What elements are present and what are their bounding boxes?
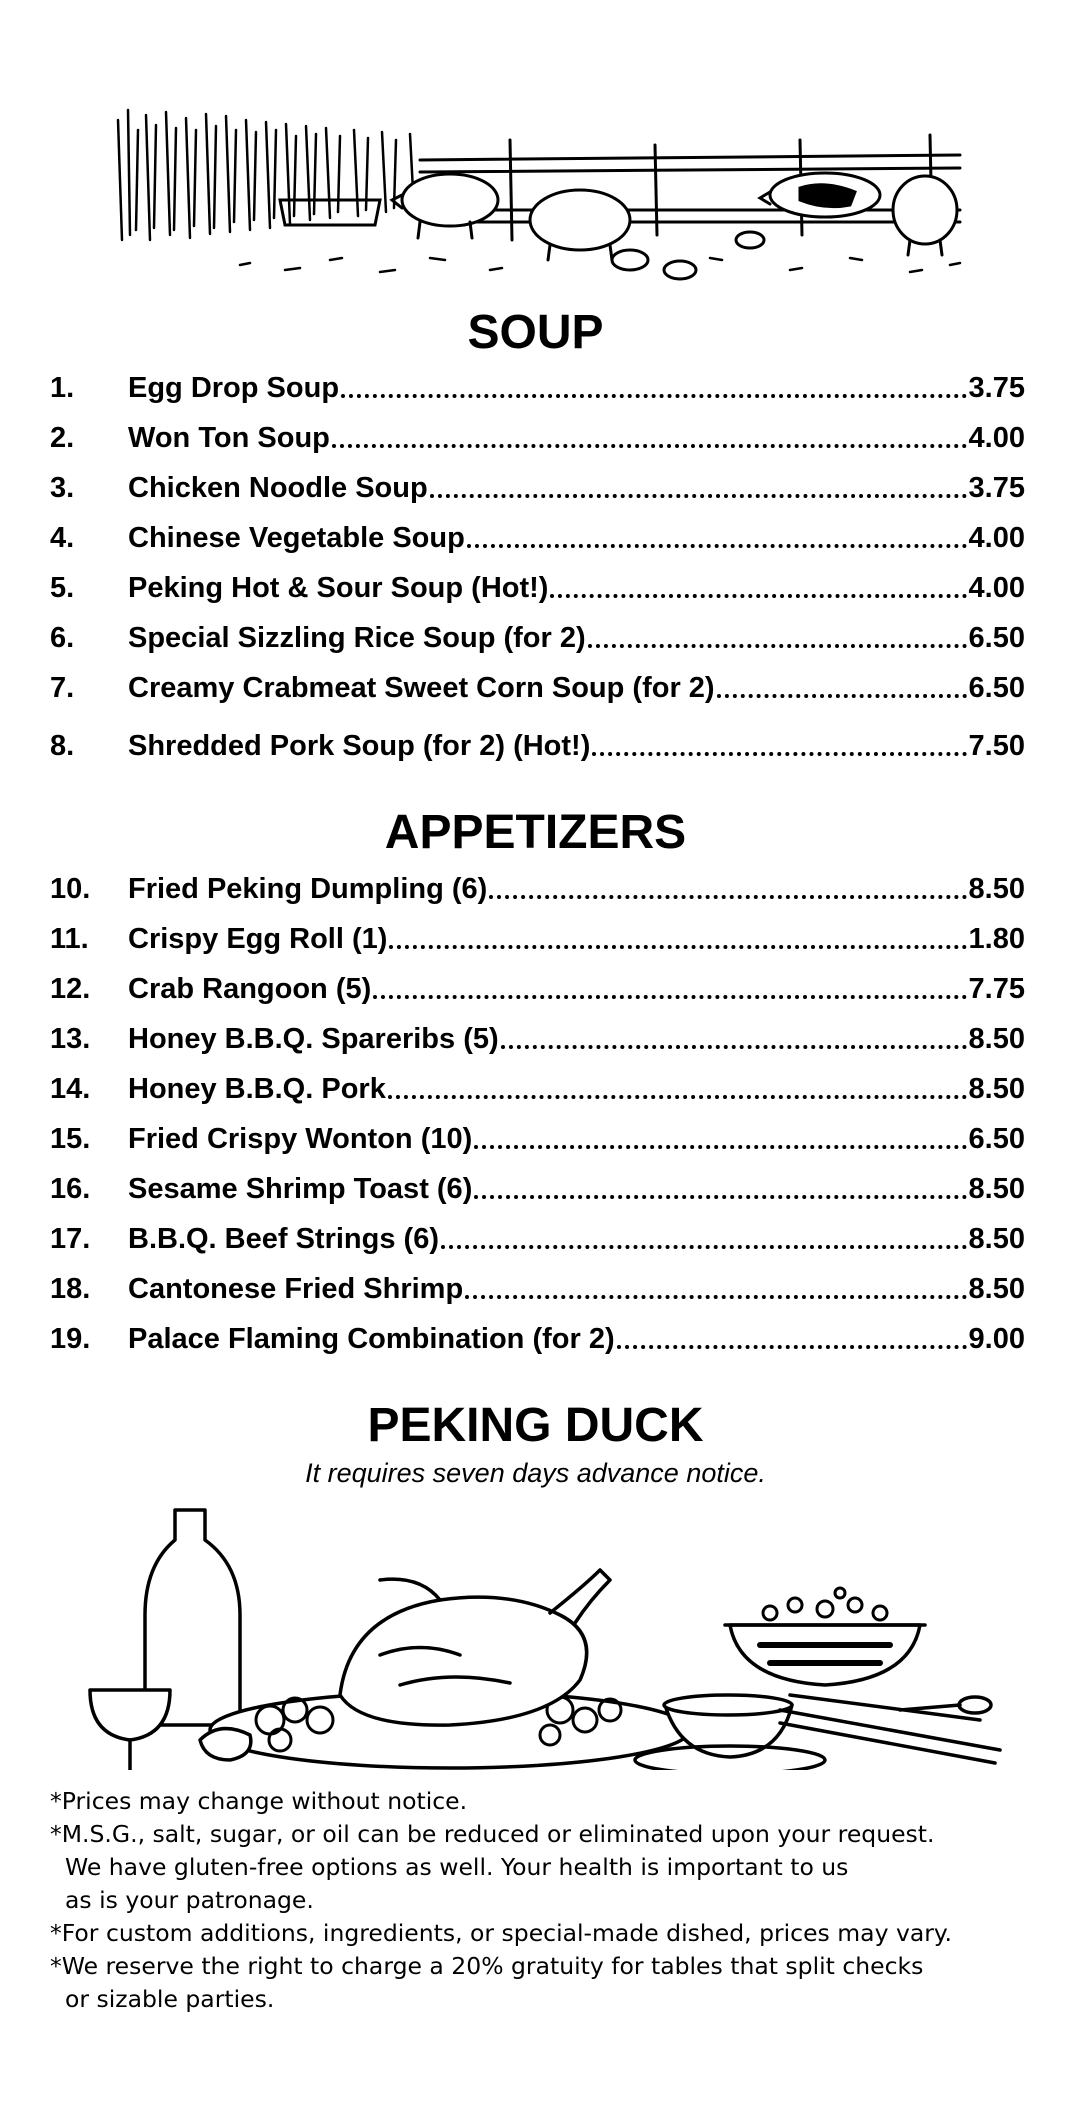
dot-leader	[489, 895, 966, 899]
menu-item	[50, 969, 1025, 1009]
item-price: 4.00	[968, 522, 1025, 554]
item-name: Egg Drop Soup	[128, 372, 340, 404]
menu-item	[50, 468, 1025, 508]
farm-pigs-illustration	[110, 100, 970, 290]
dot-leader	[388, 1095, 967, 1099]
item-number: 1.	[50, 372, 75, 404]
item-number: 10.	[50, 873, 91, 905]
menu-item	[50, 726, 1025, 766]
peking-duck-feast-illustration	[80, 1505, 1010, 1770]
item-number: 8.	[50, 730, 75, 762]
item-number: 17.	[50, 1223, 91, 1255]
dot-leader	[617, 1345, 967, 1349]
item-price: 8.50	[968, 1273, 1025, 1305]
item-name: Fried Crispy Wonton (10)	[128, 1123, 473, 1155]
item-name: Honey B.B.Q. Pork	[128, 1073, 386, 1105]
item-name: Chicken Noodle Soup	[128, 472, 428, 504]
item-price: 1.80	[968, 923, 1025, 955]
item-number: 4.	[50, 522, 75, 554]
dot-leader	[467, 544, 967, 548]
item-price: 6.50	[968, 622, 1025, 654]
note-gluten-free: We have gluten-free options as well. Your health is important to us	[65, 1853, 849, 1881]
menu-item	[50, 1269, 1025, 1309]
menu-item	[50, 869, 1025, 909]
item-price: 8.50	[968, 1023, 1025, 1055]
note-gratuity: *We reserve the right to charge a 20% gratuity for tables that split checks	[50, 1952, 924, 1980]
menu-item	[50, 919, 1025, 959]
item-price: 8.50	[968, 1173, 1025, 1205]
dot-leader	[592, 752, 966, 756]
item-number: 11.	[50, 923, 89, 955]
item-name: Won Ton Soup	[128, 422, 330, 454]
menu-item	[50, 668, 1025, 708]
menu-item	[50, 1219, 1025, 1259]
menu-item	[50, 1319, 1025, 1359]
item-name: Chinese Vegetable Soup	[128, 522, 465, 554]
note-patronage: as is your patronage.	[65, 1886, 314, 1914]
menu-item	[50, 1169, 1025, 1209]
menu-item	[50, 1019, 1025, 1059]
peking-duck-notice: It requires seven days advance notice.	[305, 1458, 766, 1488]
item-price: 3.75	[968, 372, 1025, 404]
dot-leader	[501, 1045, 967, 1049]
dot-leader	[430, 494, 967, 498]
item-price: 9.00	[968, 1323, 1025, 1355]
item-name: Special Sizzling Rice Soup (for 2)	[128, 622, 586, 654]
item-price: 7.75	[968, 973, 1025, 1005]
item-number: 6.	[50, 622, 75, 654]
item-number: 2.	[50, 422, 75, 454]
item-name: Honey B.B.Q. Spareribs (5)	[128, 1023, 499, 1055]
menu-item	[50, 368, 1025, 408]
item-price: 4.00	[968, 422, 1025, 454]
item-name: Creamy Crabmeat Sweet Corn Soup (for 2)	[128, 672, 715, 704]
menu-item	[50, 418, 1025, 458]
item-number: 19.	[50, 1323, 91, 1355]
note-custom: *For custom additions, ingredients, or special-made dished, prices may vary.	[50, 1919, 952, 1947]
note-parties: or sizable parties.	[65, 1985, 275, 2013]
item-number: 5.	[50, 572, 75, 604]
appetizers-heading: APPETIZERS	[384, 806, 687, 859]
item-name: Peking Hot & Sour Soup (Hot!)	[128, 572, 549, 604]
item-number: 7.	[50, 672, 75, 704]
dot-leader	[550, 594, 966, 598]
peking-duck-heading: PEKING DUCK	[367, 1399, 704, 1452]
item-name: Fried Peking Dumpling (6)	[128, 873, 488, 905]
item-number: 3.	[50, 472, 75, 504]
item-price: 7.50	[968, 730, 1025, 762]
dot-leader	[474, 1195, 966, 1199]
menu-item	[50, 1069, 1025, 1109]
item-number: 15.	[50, 1123, 91, 1155]
menu-item	[50, 1119, 1025, 1159]
dot-leader	[389, 945, 966, 949]
item-number: 13.	[50, 1023, 91, 1055]
item-name: Sesame Shrimp Toast (6)	[128, 1173, 473, 1205]
item-name: B.B.Q. Beef Strings (6)	[128, 1223, 439, 1255]
dot-leader	[373, 995, 966, 999]
item-price: 6.50	[968, 1123, 1025, 1155]
note-msg: *M.S.G., salt, sugar, or oil can be reduced or eliminated upon your request.	[50, 1820, 935, 1848]
item-price: 6.50	[968, 672, 1025, 704]
dot-leader	[717, 694, 967, 698]
item-number: 16.	[50, 1173, 91, 1205]
menu-notes	[50, 1785, 1040, 2016]
item-price: 4.00	[968, 572, 1025, 604]
item-name: Shredded Pork Soup (for 2) (Hot!)	[128, 730, 591, 762]
item-name: Crispy Egg Roll (1)	[128, 923, 388, 955]
dot-leader	[341, 394, 967, 398]
dot-leader	[474, 1145, 966, 1149]
item-name: Crab Rangoon (5)	[128, 973, 372, 1005]
soup-heading: SOUP	[467, 306, 604, 359]
dot-leader	[588, 644, 967, 648]
item-name: Palace Flaming Combination (for 2)	[128, 1323, 615, 1355]
item-number: 18.	[50, 1273, 91, 1305]
item-price: 8.50	[968, 873, 1025, 905]
note-prices: *Prices may change without notice.	[50, 1787, 468, 1815]
item-number: 12.	[50, 973, 91, 1005]
dot-leader	[332, 444, 967, 448]
item-price: 8.50	[968, 1223, 1025, 1255]
dot-leader	[441, 1245, 967, 1249]
menu-item	[50, 618, 1025, 658]
item-name: Cantonese Fried Shrimp	[128, 1273, 464, 1305]
menu-item	[50, 568, 1025, 608]
dot-leader	[465, 1295, 966, 1299]
menu-item	[50, 518, 1025, 558]
item-number: 14.	[50, 1073, 91, 1105]
item-price: 8.50	[968, 1073, 1025, 1105]
item-price: 3.75	[968, 472, 1025, 504]
